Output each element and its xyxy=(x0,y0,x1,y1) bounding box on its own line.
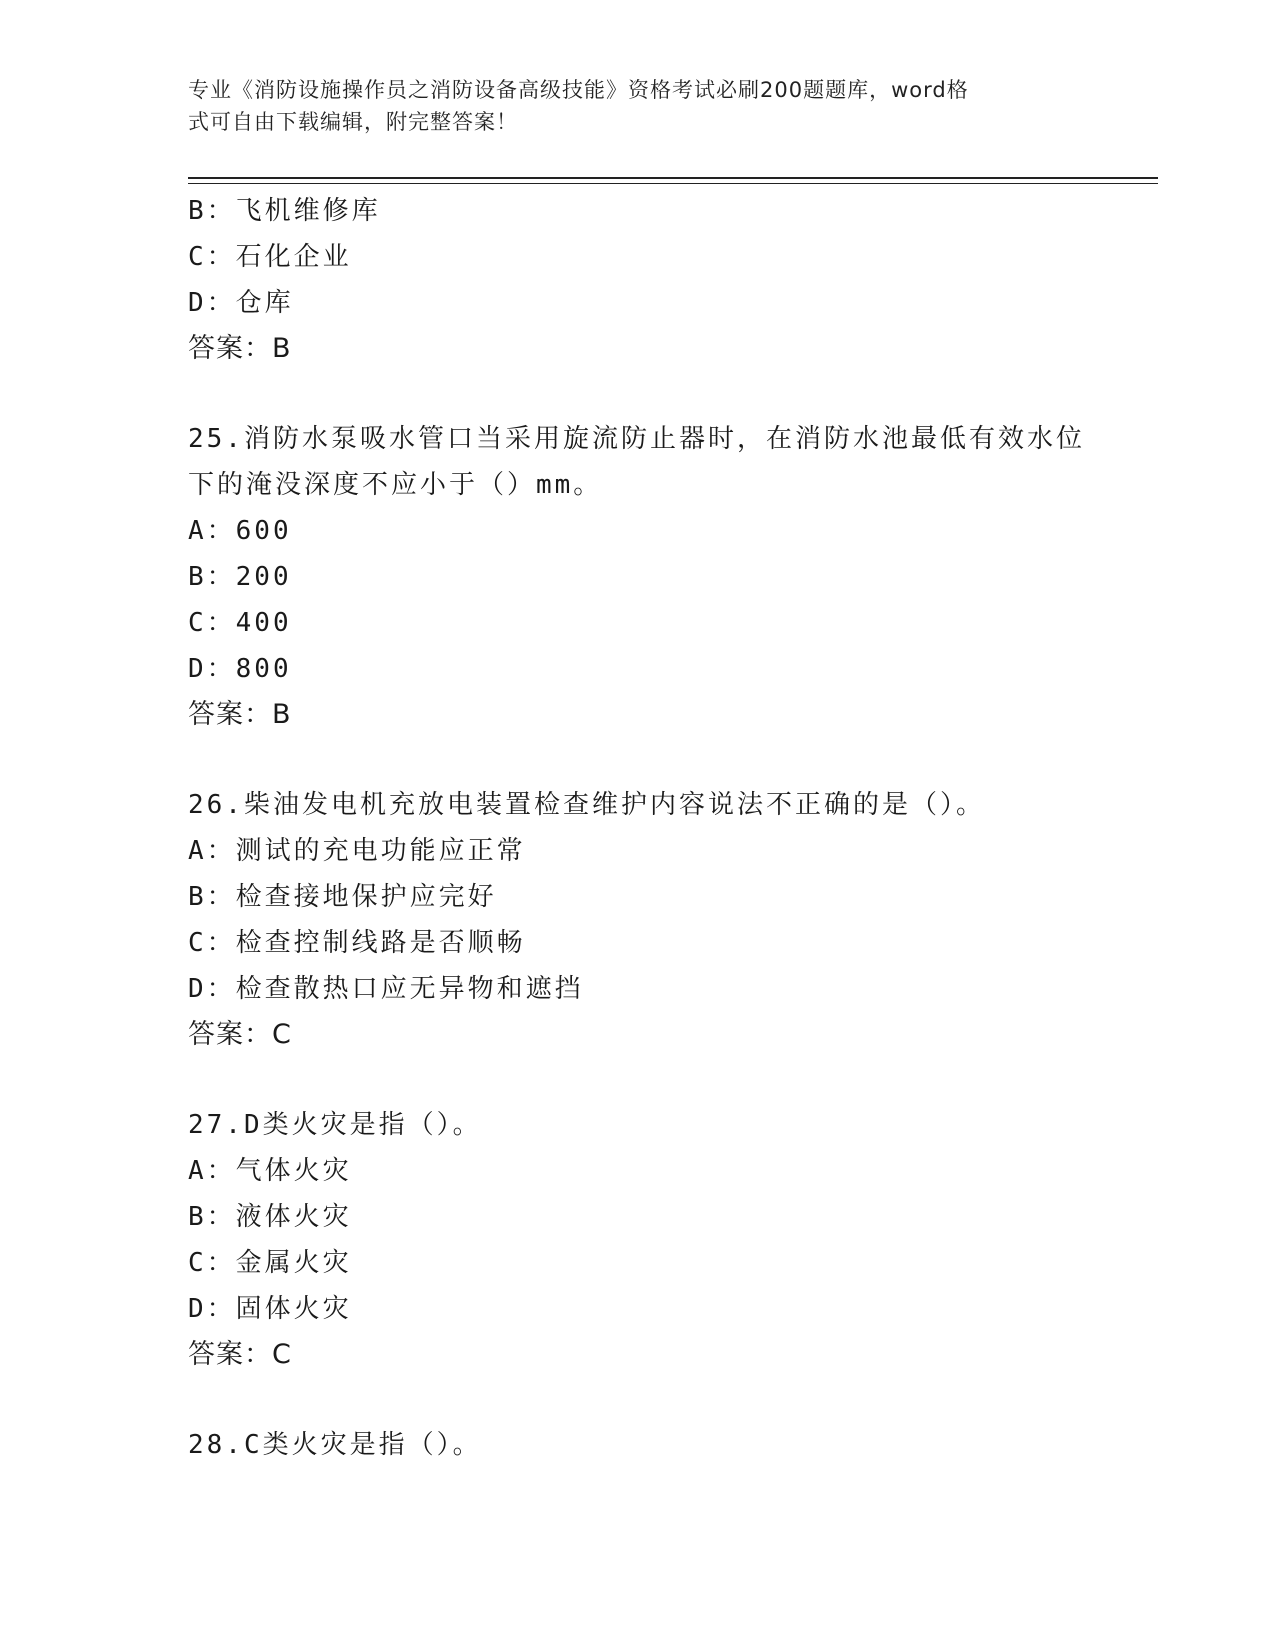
option-b: B：200 xyxy=(188,562,292,592)
answer: 答案：C xyxy=(188,1019,292,1050)
option-c: C：检查控制线路是否顺畅 xyxy=(188,928,526,958)
question-25 xyxy=(188,416,1088,738)
option-d: D：仓库 xyxy=(188,288,294,318)
question-stem: 26.柴油发电机充放电装置检查维护内容说法不正确的是（）。 xyxy=(188,790,985,820)
spacer xyxy=(188,738,1088,782)
question-stem: 28.C类火灾是指（）。 xyxy=(188,1430,482,1460)
option-c: C：400 xyxy=(188,608,292,638)
option-a: A：测试的充电功能应正常 xyxy=(188,836,526,866)
option-a: A：气体火灾 xyxy=(188,1156,352,1186)
option-d: D：固体火灾 xyxy=(188,1294,352,1324)
question-stem: 25.消防水泵吸水管口当采用旋流防止器时，在消防水池最低有效水位 xyxy=(188,424,1085,454)
header-divider-thick xyxy=(188,177,1158,179)
header-line-2: 式可自由下载编辑，附完整答案！ xyxy=(188,110,518,134)
option-b: B：飞机维修库 xyxy=(188,196,381,226)
question-28 xyxy=(188,1422,1088,1468)
answer: 答案：B xyxy=(188,333,292,364)
question-stem: 27.D类火灾是指（）。 xyxy=(188,1110,482,1140)
question-stem-continued: 下的淹没深度不应小于（）mm。 xyxy=(188,470,603,500)
question-list xyxy=(188,188,1088,1468)
header-line-1: 专业《消防设施操作员之消防设备高级技能》资格考试必刷200题题库，word格 xyxy=(188,78,969,102)
answer: 答案：B xyxy=(188,699,292,730)
option-c: C：金属火灾 xyxy=(188,1248,352,1278)
question-26 xyxy=(188,782,1088,1058)
header-divider-thin xyxy=(188,183,1158,184)
option-d: D：800 xyxy=(188,654,292,684)
option-b: B：检查接地保护应完好 xyxy=(188,882,497,912)
option-d: D：检查散热口应无异物和遮挡 xyxy=(188,974,584,1004)
question-24-continued xyxy=(188,188,1088,372)
answer: 答案：C xyxy=(188,1339,292,1370)
document-header xyxy=(188,74,1068,138)
spacer xyxy=(188,1378,1088,1422)
spacer xyxy=(188,372,1088,416)
spacer xyxy=(188,1058,1088,1102)
option-c: C：石化企业 xyxy=(188,242,352,272)
option-a: A：600 xyxy=(188,516,292,546)
question-27 xyxy=(188,1102,1088,1378)
option-b: B：液体火灾 xyxy=(188,1202,352,1232)
